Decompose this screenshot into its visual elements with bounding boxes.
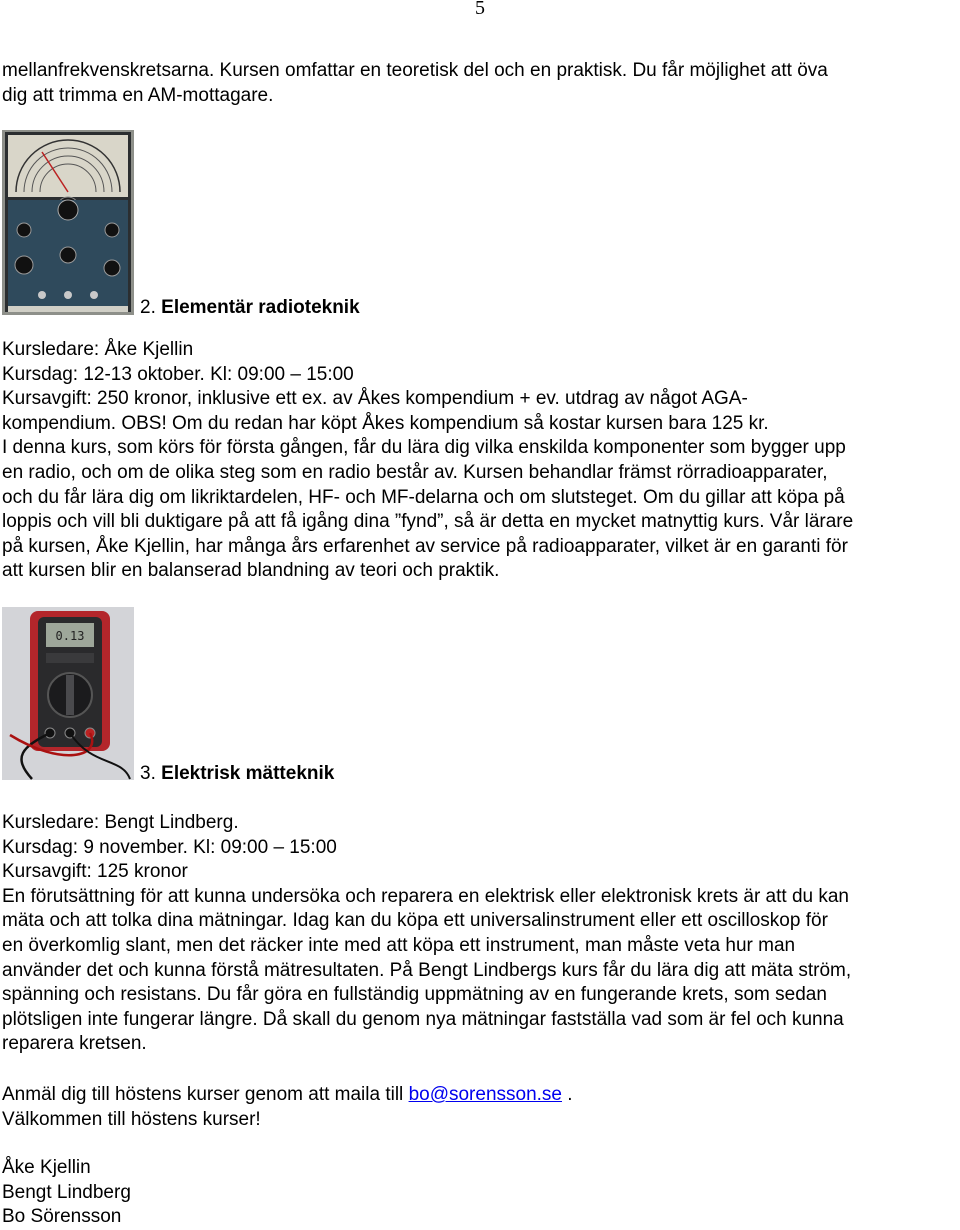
course-2-heading: [140, 296, 360, 321]
text-line: reparera kretsen.: [2, 1033, 147, 1055]
text-line: på kursen, Åke Kjellin, har många års erfarenhet av service på radioapparater, vilket är en garanti för: [2, 535, 848, 557]
text-line: Kursledare: Åke Kjellin: [2, 339, 194, 360]
text-line: Kursledare: Bengt Lindberg.: [2, 812, 239, 833]
text-line: kompendium. OBS! Om du redan har köpt Åkes kompendium så kostar kursen bara 125 kr.: [2, 412, 769, 434]
course-2-number: 2.: [140, 297, 156, 318]
signup-text: Anmäl dig till höstens kurser genom att maila till: [2, 1084, 409, 1105]
multimeter-image: [2, 607, 134, 780]
course-2-title: Elementär radioteknik: [161, 297, 360, 318]
text-line: och du får lära dig om likriktardelen, HF- och MF-delarna och om slutsteget. Om du gillar att köpa på: [2, 486, 845, 508]
course-3-heading: [140, 762, 334, 787]
course-3-body: [2, 811, 960, 1057]
text-line: En förutsättning för att kunna undersöka och reparera en elektrisk eller elektronisk krets är att du kan: [2, 885, 850, 907]
text-line: Kursavgift: 125 kronor: [2, 861, 188, 883]
text-line: en radio, och om de olika steg som en radio består av. Kursen behandlar främst rörradioapparater,: [2, 461, 828, 483]
text-line: Kursdag: 12-13 oktober. Kl: 09:00 – 15:00: [2, 363, 354, 385]
signature-name: Åke Kjellin: [2, 1157, 91, 1178]
multimeter-photo: [2, 607, 134, 780]
text-line: en överkomlig slant, men det räcker inte med att köpa ett instrument, man måste veta hur man: [2, 934, 796, 956]
text-line: dig att trimma en AM-mottagare.: [2, 84, 274, 106]
text-line: I denna kurs, som körs för första gången, får du lära dig vilka enskilda komponenter som bygger upp: [2, 437, 846, 459]
text-line: mäta och att tolka dina mätningar. Idag kan du köpa ett universalinstrument eller ett oscilloskop för: [2, 910, 828, 932]
text-line: använder det och kunna förstå mätresultaten. På Bengt Lindbergs kurs får du lära dig att mäta ström,: [2, 959, 852, 981]
email-link[interactable]: bo@sorensson.se: [408, 1084, 562, 1105]
text-line: Kursdag: 9 november. Kl: 09:00 – 15:00: [2, 836, 337, 858]
text-line: att kursen blir en balanserad blandning av teori och praktik.: [2, 560, 500, 582]
course-3-title: Elektrisk mätteknik: [161, 763, 335, 784]
course-3-number: 3.: [140, 763, 156, 784]
text-line: Kursavgift: 250 kronor, inklusive ett ex. av Åkes kompendium + ev. utdrag av något AGA-: [2, 388, 748, 410]
intro-paragraph: [2, 59, 960, 108]
text-line: plötsligen inte fungerar längre. Då skall du genom nya mätningar fastställa vad som är fel och kunna: [2, 1008, 844, 1030]
signature-name: Bo Sörensson: [2, 1206, 122, 1228]
text-line: spänning och resistans. Du får göra en fullständig uppmätning av en fungerande krets, som sedan: [2, 984, 827, 1006]
text-line: loppis och vill bli duktigare på att få igång dina ”fynd”, så är detta en mycket matnyttig kurs. Vår lärare: [2, 511, 854, 533]
page-number: 5: [475, 0, 485, 19]
signup-line: [2, 1083, 960, 1108]
signup-after: .: [562, 1084, 573, 1105]
signal-generator-photo: [2, 130, 134, 315]
signup-section: [2, 1083, 960, 1132]
text-line: mellanfrekvenskretsarna. Kursen omfattar en teoretisk del och en praktisk. Du får möjlighet att öva: [2, 60, 828, 81]
signatures: [2, 1156, 960, 1230]
signature-name: Bengt Lindberg: [2, 1181, 131, 1203]
course-2-body: [2, 338, 960, 584]
svg-text:0.13: 0.13: [55, 629, 85, 643]
welcome-text: Välkommen till höstens kurser!: [2, 1108, 261, 1130]
signal-generator-image: [2, 130, 134, 315]
